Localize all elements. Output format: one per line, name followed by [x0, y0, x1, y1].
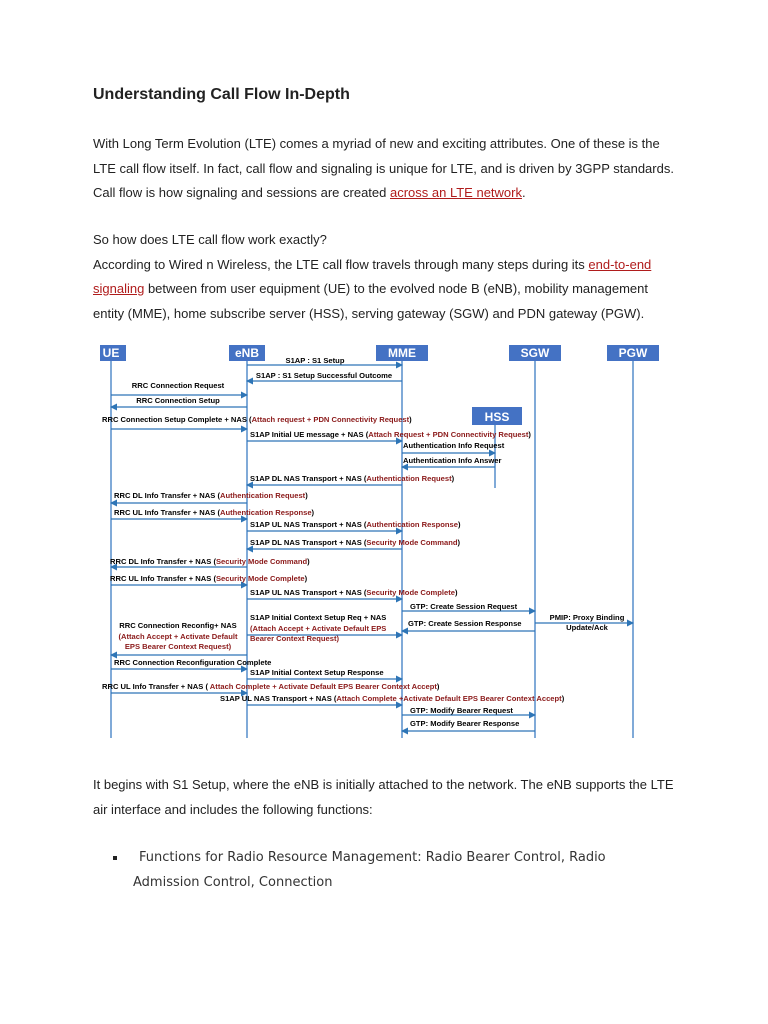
label-highlight: Authentication Request — [219, 491, 306, 500]
label-highlight: Security Mode Complete — [366, 588, 456, 597]
lte-network-link[interactable]: across an LTE network — [390, 185, 522, 200]
label-text: S1AP : S1 Setup Successful Outcome — [255, 371, 393, 380]
message-label — [403, 441, 505, 450]
message-label — [132, 381, 225, 390]
label-tail: ) — [311, 508, 315, 517]
message-label — [220, 694, 565, 703]
question-text: So how does LTE call flow work exactly? — [93, 232, 327, 247]
message-label — [250, 538, 461, 547]
label-text: S1AP Initial Context Setup Response — [250, 668, 384, 677]
label-tail: ) — [307, 557, 310, 566]
label-text: GTP: Create Session Response — [408, 619, 522, 628]
message-label: (Attach Accept + Activate Default — [118, 632, 238, 641]
message-label — [114, 658, 271, 667]
label-text: RRC UL Info Transfer + NAS ( — [110, 574, 216, 583]
message-label: Update/Ack — [566, 623, 608, 632]
message-label — [110, 557, 310, 566]
label-highlight: Authentication Response — [219, 508, 312, 517]
label-highlight: Attach Complete +Activate Default EPS Bearer Context Accept — [336, 694, 562, 703]
label-text: S1AP Initial Context Setup Req + NAS — [250, 613, 387, 622]
label-highlight: Attach Complete + Activate Default EPS Bearer Context Accept — [207, 682, 437, 691]
label-text: S1AP Initial UE message + NAS ( — [250, 430, 369, 439]
list-item-text: Functions for Radio Resource Management: Radio Bearer Control, Radio Admission Control, Connection — [133, 850, 606, 890]
message-label — [286, 356, 345, 365]
node-label-pgw: PGW — [618, 346, 648, 360]
label-tail: ) — [436, 682, 440, 691]
message-label — [403, 456, 501, 465]
message-label: PMIP: Proxy Binding — [549, 613, 625, 622]
message-label — [102, 415, 412, 424]
label-tail: ) — [451, 474, 455, 483]
intro-paragraph — [93, 132, 678, 206]
label-tail: ) — [304, 574, 308, 583]
label-text: S1AP : S1 Setup — [285, 356, 345, 365]
label-tail: ) — [457, 520, 461, 529]
message-label — [408, 619, 522, 628]
label-highlight: Authentication Request — [366, 474, 452, 483]
intro-text: With Long Term Evolution (LTE) comes a myriad of new and exciting attributes. One of these is the LTE call flow itself. In fact, call flow and signaling is unique for LTE, and is driven by 3GPP standards. Call flow is how signaling and sessions are created — [93, 136, 674, 200]
label-tail: ) — [561, 694, 565, 703]
label-text: RRC Connection Setup Complete + NAS ( — [102, 415, 252, 424]
label-text: GTP: Modify Bearer Response — [410, 719, 520, 728]
message-label — [250, 430, 531, 439]
s1-setup-paragraph: It begins with S1 Setup, where the eNB is initially attached to the network. The eNB supports the LTE air interface and includes the following functions: — [93, 777, 674, 817]
label-text: GTP: Create Session Request — [410, 602, 518, 611]
label-text: S1AP UL NAS Transport + NAS ( — [250, 588, 367, 597]
node-label-ue: UE — [102, 346, 120, 360]
label-text: S1AP UL NAS Transport + NAS ( — [220, 694, 337, 703]
label-text: Authentication Info Request — [403, 441, 505, 450]
node-label-mme: MME — [388, 346, 416, 360]
lte-call-flow-diagram — [100, 343, 670, 743]
call-flow-text-before: According to Wired n Wireless, the LTE call flow travels through many steps during its — [93, 256, 589, 272]
message-label — [114, 508, 315, 517]
message-label: (Attach Accept + Activate Default EPS — [250, 624, 387, 633]
label-text: RRC DL Info Transfer + NAS ( — [110, 557, 216, 566]
label-text: RRC Connection Reconfiguration Complete — [114, 658, 272, 667]
message-label — [119, 621, 237, 630]
label-text: S1AP UL NAS Transport + NAS ( — [250, 520, 367, 529]
label-text: S1AP DL NAS Transport + NAS ( — [250, 538, 367, 547]
call-flow-text-after: between from user equipment (UE) to the evolved node B (eNB), mobility management entity (MME), home subscribe server (HSS), serving gateway (SGW) and PDN gateway (PGW). — [93, 281, 648, 321]
list-item — [93, 846, 653, 895]
message-label — [136, 396, 220, 405]
label-tail: ) — [457, 538, 461, 547]
message-label — [250, 668, 384, 677]
end-to-end-signaling-link[interactable]: end-to-end signaling — [93, 256, 652, 296]
node-label-sgw: SGW — [520, 346, 550, 360]
functions-list — [93, 846, 653, 895]
label-text: RRC UL Info Transfer + NAS ( — [102, 682, 208, 691]
label-highlight: Security Mode Command — [215, 557, 308, 566]
message-label — [250, 613, 386, 622]
label-tail: ) — [455, 588, 458, 597]
label-text: RRC Connection Setup — [136, 396, 220, 405]
message-label — [110, 574, 308, 583]
label-highlight: Security Mode Complete — [215, 574, 305, 583]
call-flow-paragraph — [93, 228, 678, 326]
label-text: S1AP DL NAS Transport + NAS ( — [250, 474, 367, 483]
label-highlight: Attach request + PDN Connectivity Request — [251, 415, 410, 424]
message-label — [410, 602, 518, 611]
label-tail: ) — [528, 430, 531, 439]
message-label — [410, 719, 519, 728]
page-title: Understanding Call Flow In-Depth — [93, 86, 350, 103]
node-label-hss: HSS — [484, 410, 510, 424]
label-text: RRC Connection Reconfig+ NAS — [119, 621, 237, 630]
label-tail: ) — [409, 415, 412, 424]
message-label — [102, 682, 440, 691]
message-label — [256, 371, 392, 380]
label-highlight: Authentication Response — [366, 520, 458, 529]
label-highlight: Attach Request + PDN Connectivity Request — [368, 430, 529, 439]
node-label-enb: eNB — [234, 346, 260, 360]
message-label — [114, 491, 308, 500]
message-label — [250, 520, 461, 529]
label-tail: ) — [305, 491, 308, 500]
intro-end: . — [521, 185, 526, 200]
label-text: GTP: Modify Bearer Request — [410, 706, 513, 715]
label-text: RRC Connection Request — [131, 381, 225, 390]
label-text: RRC UL Info Transfer + NAS ( — [114, 508, 220, 517]
label-highlight: Security Mode Command — [366, 538, 458, 547]
message-label — [250, 474, 455, 483]
message-label — [250, 588, 458, 597]
bullet-icon — [113, 856, 117, 860]
message-label — [410, 706, 513, 715]
label-text: RRC DL Info Transfer + NAS ( — [114, 491, 220, 500]
message-label: Bearer Context Request) — [250, 634, 340, 643]
label-text: Authentication Info Answer — [403, 456, 502, 465]
message-label: EPS Bearer Context Request) — [124, 642, 232, 651]
